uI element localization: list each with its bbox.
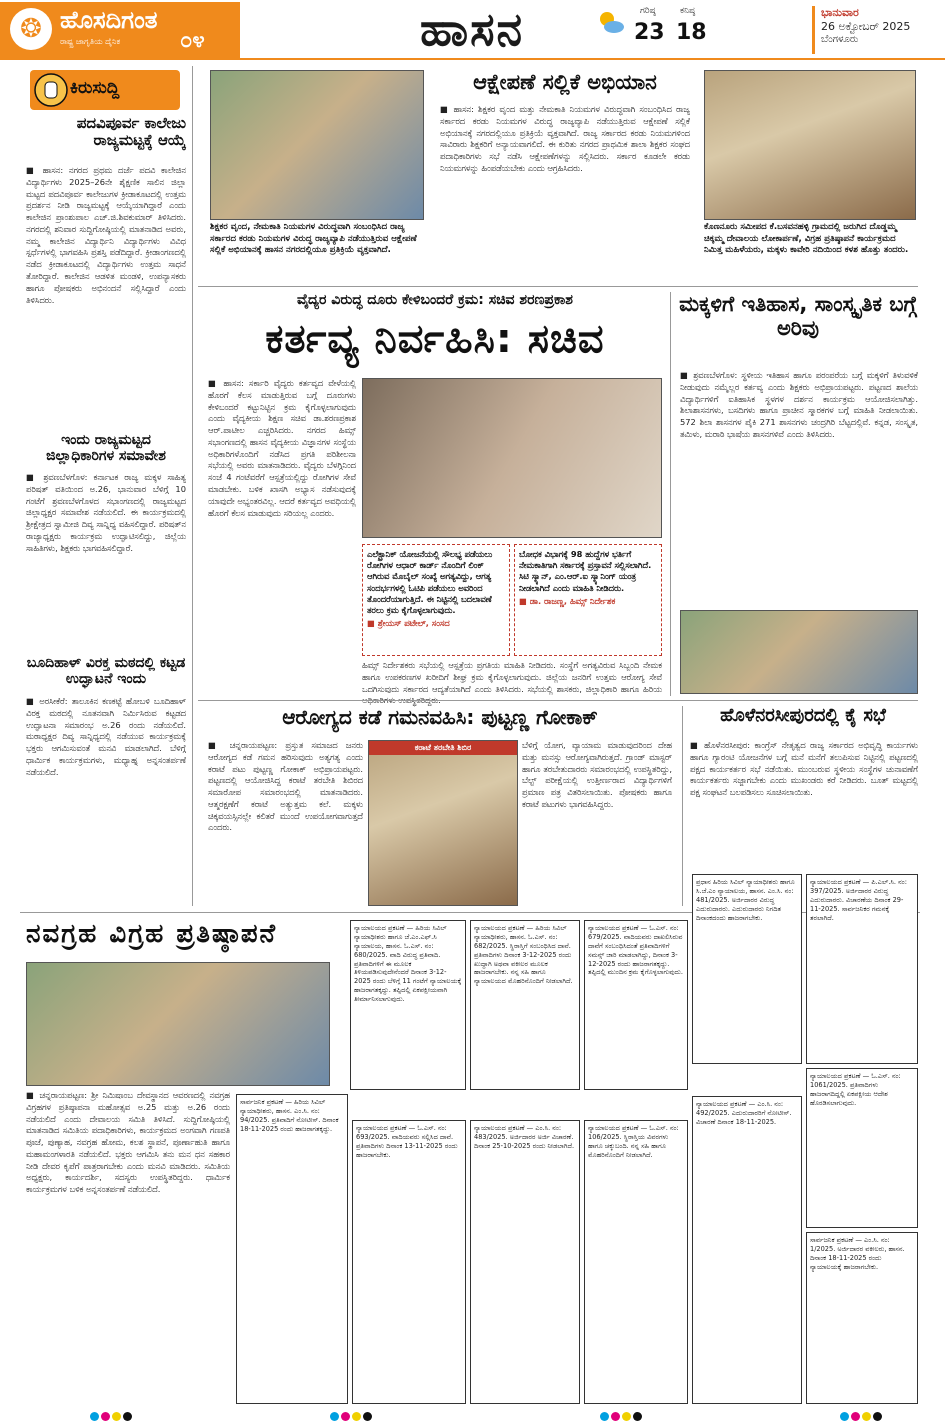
students-group-photo — [680, 610, 918, 694]
temp-high: 23 — [634, 20, 665, 45]
legal-notice: ನ್ಯಾಯಾಲಯದ ಪ್ರಕಟಣೆ — ಓ.ಎಸ್. ನಂ: 679/2025. ವಾದಿಯವರು ದಾಖಲಿಸಿರುವ ದಾವೆಗೆ ಸಂಬಂಧಿಸಿದಂತೆ ಪ್ರತಿವಾದಿಗಳಿಗೆ ಸಮನ್ಸ್ ಜಾರಿ ಮಾಡಲಾಗಿದ್ದು, ದಿನಾಂಕ 3-12-2025 ರಂದು ಹಾಜರಾಗತಕ್ಕದ್ದು. ತಪ್ಪಿದಲ್ಲಿ ಮುಂದಿನ ಕ್ರಮ ಕೈಗೊಳ್ಳಲಾಗುವುದು. — [584, 920, 688, 1090]
legal-notice: ನ್ಯಾಯಾಲಯದ ಪ್ರಕಟಣೆ — ಎಂ.ಸಿ. ನಂ: 492/2025. ಎದುರುದಾರರಿಗೆ ನೋಟೀಸ್. ವಿಚಾರಣೆ ದಿನಾಂಕ 18-11-2025. — [692, 1096, 802, 1404]
page-number: ೦೪ — [180, 28, 205, 53]
top-head-2: ಆಕ್ಷೇಪಣೆ ಸಲ್ಲಿಕೆ ಅಭಿಯಾನ — [473, 70, 657, 94]
color-dots — [600, 1406, 644, 1425]
holenarasipura-head: ಹೊಳೆನರಸೀಪುರದಲ್ಲಿ ಕೈ ಸಭೆ — [720, 705, 886, 726]
registration-dot — [112, 1412, 121, 1421]
top-caption-1: ಶಿಕ್ಷಕರ ವೃಂದ, ನೇಮಕಾತಿ ನಿಯಮಗಳ ವಿರುದ್ಧವಾಗಿ ಸಂಬಂಧಿಸಿದ ರಾಜ್ಯ ಸರ್ಕಾರದ ಕರಡು ನಿಯಮಗಳ ವಿರುದ್ಧ ರಾಜ್ಯವ್ಯಾಪಿ ನಡೆಯುತ್ತಿರುವ ಆಕ್ಷೇಪಣೆ ಸಲ್ಲಿಕೆ ಅಭಿಯಾನಕ್ಕೆ ಹಾಸನ ನಗರದಲ್ಲಿಯೂ ಪ್ರತಿಕ್ರಿಯೆ ವ್ಯಕ್ತವಾಗಿದೆ. — [210, 222, 417, 256]
legal-notice: ನ್ಯಾಯಾಲಯದ ಪ್ರಕಟಣೆ — ಪಿ.ಎಲ್.ಸಿ. ನಂ: 397/2025. ಅರ್ಜಿದಾರರ ವಿರುದ್ಧ ಎದುರುದಾರರು. ವಿಚಾರಣೆಯ ದಿನಾಂಕ 29-11-2025. ಸಾರ್ವಜನಿಕರ ಗಮನಕ್ಕೆ ತರಲಾಗಿದೆ. — [806, 874, 918, 1064]
partly-cloudy-icon — [596, 8, 626, 38]
lead-body-2: ಹಿಮ್ಸ್ ನಿರ್ದೇಶಕರು ಸಭೆಯಲ್ಲಿ ಆಸ್ಪತ್ರೆಯ ಪ್ರಗತಿಯ ಮಾಹಿತಿ ನೀಡಿದರು. ಸಂಸ್ಥೆಗೆ ಅಗತ್ಯವಿರುವ ಸಿಬ್ಬಂದಿ ನೇಮಕ ಹಾಗೂ ಉಪಕರಣಗಳ ಖರೀದಿಗೆ ಶೀಘ್ರ ಕ್ರಮ ಕೈಗೊಳ್ಳಲಾಗುವುದು. ಜಿಲ್ಲೆಯ ಜನರಿಗೆ ಉತ್ತಮ ಆರೋಗ್ಯ ಸೇವೆ ಒದಗಿಸುವುದು ಸರ್ಕಾರದ ಆದ್ಯತೆಯಾಗಿದೆ ಎಂದು ತಿಳಿಸಿದರು. ಸಭೆಯಲ್ಲಿ ಶಾಸಕರು, ಜಿಲ್ಲಾಧಿಕಾರಿ ಹಾಗೂ ಹಿರಿಯ — [362, 660, 662, 694]
lamp-logo-icon: ❂ — [10, 8, 52, 50]
logo-tagline: ರಾಷ್ಟ್ರ ಜಾಗೃತಿಯ ದೈನಿಕ — [60, 37, 121, 46]
registration-dot — [101, 1412, 110, 1421]
color-dots — [330, 1406, 374, 1425]
legal-notice: ನ್ಯಾಯಾಲಯದ ಪ್ರಕಟಣೆ — ಓ.ಎಸ್. ನಂ: 1061/2025. ಪ್ರತಿವಾದಿಗಳು ಹಾಜರಾಗದಿದ್ದಲ್ಲಿ ಏಕಪಕ್ಷೀಯ ಆದೇಶ ಹೊರಡಿಸಲಾಗುವುದು. — [806, 1068, 918, 1228]
hand-icon — [34, 73, 68, 107]
temp-low-label: ಕನಿಷ್ಠ — [680, 6, 696, 16]
quote-box-1: ಎಲೆಕ್ಟ್ರಾನಿಕ್ ಯೋಜನೆಯಲ್ಲಿ ಸೌಲಭ್ಯ ಪಡೆಯಲು ರೋಗಿಗಳ ಆಧಾರ್ ಕಾರ್ಡ್ ನೊಂದಿಗೆ ಲಿಂಕ್ ಆಗಿರುವ ಮೊಬೈಲ್ ಸಂಖ್ಯೆ ಅಗತ್ಯವಿದ್ದು, ಆಗತ್ಯ ಸಂದರ್ಭಗಳಲ್ಲಿ ಓಟಿಪಿ ಪಡೆಯಲು ಅವರಿಂದ ತೊಂದರೆಯಾಗುತ್ತಿದೆ. ಈ ನಿಟ್ಟಿನಲ್ಲಿ ಬದಲಾವಣೆ ತರಲು ಕ್ರಮ ಕೈಗೊಳ್ಳಲಾಗುವುದು. ■ ಶ್ರೇಯಸ್ ಪಟೇಲ್, ಸಂಸದ — [362, 544, 510, 656]
teachers-protest-photo — [210, 70, 424, 220]
left-body-1: ■ ಹಾಸನ: ನಗರದ ಪ್ರಥಮ ದರ್ಜೆ ಪದವಿ ಕಾಲೇಜಿನ ವಿದ್ಯಾರ್ಥಿಗಳು 2025–26ನೇ ಶೈಕ್ಷಣಿಕ ಸಾಲಿನ ಜಿಲ್ಲಾ ಮಟ್ಟದ ಪದವಿಪೂರ್ವ ಕಾಲೇಜುಗಳ ಕ್ರೀಡಾಕೂಟದಲ್ಲಿ ಉತ್ತಮ ಪ್ರದರ್ಶನ ನೀಡಿ ರಾಜ್ಯಮಟ್ಟಕ್ಕೆ ಆಯ್ಕೆಯಾಗಿದ್ದಾರೆ ಎಂದು ಕಾಲೇಜಿನ ಪ್ರಾಂಶುಪಾಲ ಎಚ್.ಜಿ.ಶಿವಕುಮಾರ್ ತಿಳಿಸಿದರು. ನಗರದಲ್ಲಿ ಶನಿವಾರ ಸುದ್ದಿಗೋಷ್ಠಿಯಲ್ಲಿ ಮಾತನಾಡಿದ ಅವರು, ನಮ್ಮ ಕಾಲೇಜಿನ ವಿದ್ಯಾರ್ಥಿನಿ ವಿದ್ಯಾರ್ಥಿಗಳು ವಿವಿಧ ಸ್ಪರ್ಧೆಗಳಲ್ಲಿ ಭಾಗವಹಿಸಿ ಪ್ರಶಸ್ತಿ ಪಡೆದಿದ್ದಾರೆ. ಕ್ರೀಡಾಂಗಣದಲ್ಲಿ ನಡೆದ ಕ್ರೀಡಾಕೂಟದಲ್ಲಿ ವಿದ್ಯಾರ್ಥಿಗಳು ಉತ್ತಮ ಸಾಧನೆ ತೋರಿದ್ದಾರೆ. ಕಾಲೇಜಿನ ಆಡಳಿತ ಮಂಡಳಿ, ಉಪನ್ಯಾಸಕರು ಹಾಗೂ ಪೋಷಕರು ಅಭಿನಂದನೆ ಸಲ್ಲಿಸಿದ್ದಾರೆ ಎಂದು ತಿಳಿಸಿದರು. — [26, 165, 186, 305]
legal-notice: ನ್ಯಾಯಾಲಯದ ಪ್ರಕಟಣೆ — ಓ.ಎಸ್. ನಂ: 106/2025. ಸ್ಥಿರಾಸ್ತಿಯ ವಿವರಗಳು ಹಾಗೂ ಚಕ್ಕುಬಂದಿ. ನನ್ನ ಸಹಿ ಹಾಗೂ ಮೊಹರಿನೊಂದಿಗೆ ನೀಡಲಾಗಿದೆ. — [584, 1120, 688, 1404]
row-rule — [198, 286, 918, 287]
day: ಭಾನುವಾರ — [821, 6, 859, 19]
legal-notice: ನ್ಯಾಯಾಲಯದ ಪ್ರಕಟಣೆ — ಹಿರಿಯ ಸಿವಿಲ್ ನ್ಯಾಯಾಧೀಶರು ಹಾಗೂ ಜೆ.ಎಂ.ಎಫ್.ಸಿ ನ್ಯಾಯಾಲಯ, ಹಾಸನ. ಓ.ಎಸ್. ನಂ: 680/2025. ವಾದಿ ವಿರುದ್ಧ ಪ್ರತಿವಾದಿ. ಪ್ರತಿವಾದಿಗಳಿಗೆ ಈ ಮೂಲಕ ತಿಳಿಯಪಡಿಸುವುದೇನೆಂದರೆ ದಿನಾಂಕ 3-12-2025 ರಂದು ಬೆಳಿಗ್ಗೆ 11 ಗಂಟೆಗೆ ನ್ಯಾಯಾಲಯಕ್ಕೆ ಹಾಜರಾಗತಕ್ಕದ್ದು. ತಪ್ಪಿದಲ್ಲಿ ಏಕಪಕ್ಷೀಯವಾಗಿ ತೀರ್ಮಾನಿಸಲಾಗುವುದು. — [350, 920, 466, 1090]
registration-dot — [123, 1412, 132, 1421]
legal-notice: ಸಾರ್ವಜನಿಕ ಪ್ರಕಟಣೆ — ಎಂ.ಸಿ. ನಂ: 1/2025. ಅರ್ಜಿದಾರರ ವಕೀಲರು, ಹಾಸನ. ದಿನಾಂಕ 18-11-2025 ರಂದು ನ್ಯಾಯಾಲಯಕ್ಕೆ ಹಾಜರಾಗಬೇಕು. — [806, 1232, 918, 1404]
registration-dot — [873, 1412, 882, 1421]
top-caption-3: ಕೊಣನೂರು ಸಮೀಪದ ಕೆ.ಬಸವನಹಳ್ಳಿ ಗ್ರಾಮದಲ್ಲಿ ಜರುಗಿದ ದೊಡ್ಡಮ್ಮ ಚಿಕ್ಕಮ್ಮ ದೇವಾಲಯ ಲೋಕಾರ್ಪಣೆ, ವಿಗ್ರಹ ಪ್ರತಿಷ್ಠಾಪನೆ ಕಾರ್ಯಕ್ರಮದ ನಿಮಿತ್ತ ಮಹಿಳೆಯರು, ಮಕ್ಕಳು ಕಾವೇರಿ ನದಿಯಿಂದ ಕಳಶ ಹೊತ್ತು ತಂದರು. — [704, 222, 909, 256]
left-head-1: ಪದವಿಪೂರ್ವ ಕಾಲೇಜು ರಾಜ್ಯಮಟ್ಟಕ್ಕೆ ಆಯ್ಕೆ — [76, 114, 186, 150]
navagraha-head: ನವಗ್ರಹ ವಿಗ್ರಹ ಪ್ರತಿಷ್ಠಾಪನೆ — [26, 919, 277, 949]
column-rule — [192, 66, 193, 906]
registration-dot — [633, 1412, 642, 1421]
color-dots — [90, 1406, 134, 1425]
committee-group-photo — [26, 962, 330, 1086]
left-body-2: ■ ಶ್ರವಣಬೆಳಗೊಳ: ಕರ್ನಾಟಕ ರಾಜ್ಯ ಮಕ್ಕಳ ಸಾಹಿತ್ಯ ಪರಿಷತ್ ವತಿಯಿಂದ ಅ.26, ಭಾನುವಾರ ಬೆಳಿಗ್ಗೆ 10 ಗಂಟೆಗೆ ಶ್ರವಣಬೆಳಗೊಳದ ಸಭಾಂಗಣದಲ್ಲಿ ರಾಜ್ಯಮಟ್ಟದ ಜಿಲ್ಲಾಧ್ಯಕ್ಷರ ಸಮಾವೇಶ ನಡೆಯಲಿದೆ. ಈ ಕಾರ್ಯಕ್ರಮದಲ್ಲಿ ಶ್ರೀಕ್ಷೇತ್ರದ ಸ್ವಾಮೀಜಿ ದಿವ್ಯ ಸಾನ್ನಿಧ್ಯ ವಹಿಸಲಿದ್ದಾರೆ. ಪರಿಷತ್‌ನ ರಾಜ್ಯಾಧ್ಯಕ್ಷರು ಕಾರ್ಯಕ್ರಮ ಉದ್ಘಾಟಿಸಲಿದ್ದು, ಜಿಲ್ಲೆಯ ಸಾಹಿತಿಗಳು, ಶಿಕ್ಷಕರು ಭಾಗವಹಿಸಲಿದ್ದಾರೆ. — [26, 472, 186, 553]
legal-notice: ನ್ಯಾಯಾಲಯದ ಪ್ರಕಟಣೆ — ಎಂ.ಸಿ. ನಂ: 483/2025. ಅರ್ಜಿದಾರರ ಅರ್ಜಿ ವಿಚಾರಣೆ. ದಿನಾಂಕ 25-10-2025 ರಂದು ನೀಡಲಾಗಿದೆ. — [470, 1120, 580, 1404]
registration-dot — [600, 1412, 609, 1421]
column-rule — [670, 292, 671, 696]
holenarasipura-body: ■ ಹೊಳೆನರಸೀಪುರ: ಕಾಂಗ್ರೆಸ್ ನೇತೃತ್ವದ ರಾಜ್ಯ ಸರ್ಕಾರದ ಅಭಿವೃದ್ಧಿ ಕಾರ್ಯಗಳು ಹಾಗೂ ಗ್ಯಾರಂಟಿ ಯೋಜನೆಗಳ ಬಗ್ಗೆ ಮನೆ ಮನೆಗೆ ತಲುಪಿಸುವ ನಿಟ್ಟಿನಲ್ಲಿ ಪಟ್ಟಣದಲ್ಲಿ ಪಕ್ಷದ ಕಾರ್ಯಕರ್ತರ ಸಭೆ ನಡೆಯಿತು. ಮುಂಬರುವ ಸ್ಥಳೀಯ ಸಂಸ್ಥೆಗಳ ಚುನಾವಣೆಗೆ ಕಾರ್ಯಕರ್ತರು ಸಜ್ಜಾಗಬೇಕು ಎಂದು ಮುಖಂಡರು ಕರೆ ನೀಡಿದರು. ಬೂತ್ ಮಟ್ಟದಲ್ಲಿ ಪಕ್ಷ ಸಂಘಟನೆ ಬಲಪಡಿಸಲು ಸೂಚಿಸಲಾಯಿತು. — [690, 740, 918, 798]
newspaper-logo: ಹೊಸದಿಗಂತ — [60, 6, 158, 34]
left-head-2: ಇಂದು ರಾಜ್ಯಮಟ್ಟದ ಜಿಲ್ಲಾಧಿಕಾರಿಗಳ ಸಮಾವೇಶ — [46, 432, 166, 465]
registration-dot — [840, 1412, 849, 1421]
legal-notice: ನ್ಯಾಯಾಲಯದ ಪ್ರಕಟಣೆ — ಹಿರಿಯ ಸಿವಿಲ್ ನ್ಯಾಯಾಧೀಶರು, ಹಾಸನ. ಓ.ಎಸ್. ನಂ: 682/2025. ಸ್ಥಿರಾಸ್ತಿಗೆ ಸಂಬಂಧಿಸಿದ ದಾವೆ. ಪ್ರತಿವಾದಿಗಳು ದಿನಾಂಕ 3-12-2025 ರಂದು ಖುದ್ದಾಗಿ ಅಥವಾ ವಕೀಲರ ಮೂಲಕ ಹಾಜರಾಗಬೇಕು. ನನ್ನ ಸಹಿ ಹಾಗೂ ನ್ಯಾಯಾಲಯದ ಮೊಹರಿನೊಂದಿಗೆ ನೀಡಲಾಗಿದೆ. — [470, 920, 580, 1090]
temp-high-label: ಗರಿಷ್ಠ — [640, 6, 656, 16]
lead-kicker: ವೈದ್ಯರ ವಿರುದ್ಧ ದೂರು ಕೇಳಿಬಂದರೆ ಕ್ರಮ: ಸಚಿವ ಶರಣಪ್ರಕಾಶ — [297, 292, 573, 308]
kiru-label: ಕಿರುಸುದ್ದಿ — [70, 78, 120, 98]
color-dots — [840, 1406, 884, 1425]
temp-low: 18 — [676, 20, 707, 45]
legal-notice: ನ್ಯಾಯಾಲಯದ ಪ್ರಕಟಣೆ — ಓ.ಎಸ್. ನಂ: 693/2025. ವಾದಿಯವರು ಸಲ್ಲಿಸಿದ ದಾವೆ. ಪ್ರತಿವಾದಿಗಳು ದಿನಾಂಕ 13-11-2025 ರಂದು ಹಾಜರಾಗಬೇಕು. — [352, 1120, 466, 1404]
navagraha-body: ■ ಚನ್ನರಾಯಪಟ್ಟಣ: ಶ್ರೀ ನಿಮಿಷಾಂಬ ದೇವಸ್ಥಾನದ ಆವರಣದಲ್ಲಿ ನವಗ್ರಹ ವಿಗ್ರಹಗಳ ಪ್ರತಿಷ್ಠಾಪನಾ ಮಹೋತ್ಸವ ಅ.25 ಮತ್ತು ಅ.26 ರಂದು ನಡೆಯಲಿದೆ ಎಂದು ದೇವಾಲಯ ಸಮಿತಿ ತಿಳಿಸಿದೆ. ಸುದ್ದಿಗೋಷ್ಠಿಯಲ್ಲಿ ಮಾತನಾಡಿದ ಸಮಿತಿಯ ಪದಾಧಿಕಾರಿಗಳು, ಕಾರ್ಯಕ್ರಮದ ಅಂಗವಾಗಿ ಗಣಪತಿ ಪೂಜೆ, ಪುಣ್ಯಾಹ, ನವಗ್ರಹ ಹೋಮ, ಕಲಶ ಸ್ಥಾಪನೆ, ಪೂರ್ಣಾಹುತಿ ಹಾಗೂ ಮಹಾಮಂಗಳಾರತಿ ನಡೆಯಲಿದೆ. ಭಕ್ತರು ಆಗಮಿಸಿ ತನು ಮನ ಧನ ಸಹಕಾರ ನೀಡಿ ದೇವರ ಕೃಪೆಗೆ ಪಾತ್ರರಾಗಬೇಕು ಎಂದು ಮನವಿ ಮಾಡಿದರು. ಸಮಿತಿಯ ಅಧ್ಯಕ್ಷರು, ಕಾರ್ಯದರ್ಶಿ, ಸದಸ್ಯರು ಉಪಸ್ಥಿತರಿದ್ದರು. ಧಾರ್ಮಿಕ ಕಾರ್ಯಕ್ರಮಗಳ ಬಳಿಕ ಅನ್ನಸಂತರ್ಪಣೆ ನಡೆಯಲಿದೆ. — [26, 1090, 230, 1195]
registration-marks — [0, 1404, 945, 1418]
health-body-2: ಬೆಳಿಗ್ಗೆ ಯೋಗ, ವ್ಯಾಯಾಮ ಮಾಡುವುದರಿಂದ ದೇಹ ಮತ್ತು ಮನಸ್ಸು ಆರೋಗ್ಯವಾಗಿರುತ್ತದೆ. ಗ್ರಾಂಡ್ ಮಾಸ್ಟರ್ ಹಾಗೂ ತರಬೇತುದಾರರು ಸಮಾರಂಭದಲ್ಲಿ ಉಪಸ್ಥಿತರಿದ್ದು, ಬೆಲ್ಟ್ ಪರೀಕ್ಷೆಯಲ್ಲಿ ಉತ್ತೀರ್ಣರಾದ ವಿದ್ಯಾರ್ಥಿಗಳಿಗೆ ಪ್ರಮಾಣ ಪತ್ರ ವಿತರಿಸಲಾಯಿತು. ಪೋಷಕರು ಹಾಗೂ ಕರಾಟೆ ಪಟುಗಳು ಭಾಗವಹಿಸಿದ್ದರು. — [522, 740, 672, 809]
date: 26 ಅಕ್ಟೋಬರ್ 2025 — [821, 20, 911, 33]
registration-dot — [622, 1412, 631, 1421]
quote-box-2: ಬೋಧಕ ವಿಭಾಗಕ್ಕೆ 98 ಹುದ್ದೆಗಳ ಭರ್ತಿಗೆ ನೇಮಕಾತಿಗಾಗಿ ಸರ್ಕಾರಕ್ಕೆ ಪ್ರಸ್ತಾವನೆ ಸಲ್ಲಿಸಲಾಗಿದೆ. ಸಿಟಿ ಸ್ಕ್ಯಾನ್, ಎಂ.ಆರ್.ಐ ಸ್ಕ್ಯಾನಿಂಗ್ ಯಂತ್ರ ನೀಡಲಾಗಿದೆ ಎಂದು ಮಾಹಿತಿ ನೀಡಿದರು. ■ ಡಾ. ರಾಜಣ್ಣ, ಹಿಮ್ಸ್ ನಿರ್ದೇಶಕ — [514, 544, 662, 656]
top-body-2: ■ ಹಾಸನ: ಶಿಕ್ಷಕರ ವೃಂದ ಮತ್ತು ನೇಮಕಾತಿ ನಿಯಮಗಳ ವಿರುದ್ಧವಾಗಿ ಸಂಬಂಧಿಸಿದ ರಾಜ್ಯ ಸರ್ಕಾರದ ಕರಡು ನಿಯಮಗಳ ವಿರುದ್ಧ ರಾಜ್ಯವ್ಯಾಪಿ ನಡೆಯುತ್ತಿರುವ ಆಕ್ಷೇಪಣೆ ಸಲ್ಲಿಕೆ ಅಭಿಯಾನಕ್ಕೆ ನಗರದಲ್ಲಿಯೂ ಪ್ರತಿಕ್ರಿಯೆ ವ್ಯಕ್ತವಾಗಿದೆ. ರಾಜ್ಯ ಸರ್ಕಾರದ ಕರಡು ನಿಯಮಗಳಿಂದ ಸಾವಿರಾರು ಶಿಕ್ಷಕರಿಗೆ ಅನ್ಯಾಯವಾಗಲಿದೆ. ಈ ಕುರಿತು ನಗರದ ಪ್ರಾಥಮಿಕ ಶಾಲಾ ಶಿಕ್ಷಕರ ಸಂಘದ ಪದಾಧಿಕಾರಿಗಳು ಸಭೆ ನಡೆಸಿ ಆಕ್ಷೇಪಣೆಗಳನ್ನು ಸಲ್ಲಿಸಿದರು. ಸರ್ಕಾರ ಕೂಡಲೇ ಕರಡು ನಿಯಮಗಳನ್ನು ಹಿಂಪಡೆಯಬೇಕು ಎಂದು ಆಗ್ರಹಿಸಿದರು. — [440, 104, 690, 173]
history-body: ■ ಶ್ರವಣಬೆಳಗೊಳ: ಸ್ಥಳೀಯ ಇತಿಹಾಸ ಹಾಗೂ ಪರಂಪರೆಯ ಬಗ್ಗೆ ಮಕ್ಕಳಿಗೆ ತಿಳುವಳಿಕೆ ನೀಡುವುದು ನಮ್ಮೆಲ್ಲರ ಕರ್ತವ್ಯ ಎಂದು ಶಿಕ್ಷಕರು ಅಭಿಪ್ರಾಯಪಟ್ಟರು. ಪಟ್ಟಣದ ಶಾಲೆಯ ವಿದ್ಯಾರ್ಥಿಗಳಿಗೆ ಐತಿಹಾಸಿಕ ಸ್ಥಳಗಳ ದರ್ಶನ ಕಾರ್ಯಕ್ರಮ ಆಯೋಜಿಸಲಾಗಿತ್ತು. ಶಿಲಾಶಾಸನಗಳು, ಬಸದಿಗಳು ಹಾಗೂ ಪ್ರಾಚೀನ ಸ್ಮಾರಕಗಳ ಬಗ್ಗೆ ಮಾಹಿತಿ ನೀಡಲಾಯಿತು. 572 ಶಿಲಾ ಶಾಸನಗಳ ಪೈಕಿ 271 ಶಾಸನಗಳು ಚಂದ್ರಗಿರಿ ಬೆಟ್ಟದಲ್ಲಿವೆ. ಕನ್ನಡ, ಸಂಸ್ಕೃತ, ತಮಿಳು, ಮರಾಠಿ ಭಾಷೆಯ ಶಾಸನಗಳಿವೆ ಎಂದು ತಿಳಿಸಿದರು. — [680, 370, 918, 439]
city-title: ಹಾಸನ — [420, 2, 525, 56]
column-rule — [682, 706, 683, 906]
place: ಬೆಂಗಳೂರು — [821, 34, 859, 45]
left-body-3: ■ ಅರಸೀಕೆರೆ: ತಾಲೂಕಿನ ಕಣಕಟ್ಟೆ ಹೋಬಳಿ ಬೂದಿಹಾಳ್ ವಿರಕ್ತ ಮಠದಲ್ಲಿ ನೂತನವಾಗಿ ನಿರ್ಮಿಸಿರುವ ಕಟ್ಟಡದ ಉದ್ಘಾಟನಾ ಸಮಾರಂಭ ಅ.26 ರಂದು ನಡೆಯಲಿದೆ. ಮಠಾಧ್ಯಕ್ಷರ ದಿವ್ಯ ಸಾನ್ನಿಧ್ಯದಲ್ಲಿ ನಡೆಯುವ ಕಾರ್ಯಕ್ರಮಕ್ಕೆ ಭಕ್ತರು ಆಗಮಿಸುವಂತೆ ಮನವಿ ಮಾಡಲಾಗಿದೆ. ಬೆಳಿಗ್ಗೆ ಧಾರ್ಮಿಕ ಕಾರ್ಯಕ್ರಮಗಳು, ಮಧ್ಯಾಹ್ನ ಅನ್ನಸಂತರ್ಪಣೆ ನಡೆಯಲಿದೆ. — [26, 696, 186, 777]
registration-dot — [851, 1412, 860, 1421]
minister-meeting-photo — [362, 378, 662, 538]
health-head: ಆರೋಗ್ಯದ ಕಡೆ ಗಮನವಹಿಸಿ: ಪುಟ್ಟಣ್ಣ ಗೋಕಾಕ್ — [282, 705, 598, 729]
registration-dot — [363, 1412, 372, 1421]
registration-dot — [352, 1412, 361, 1421]
registration-dot — [341, 1412, 350, 1421]
dateline — [812, 6, 942, 54]
temple-procession-photo — [704, 70, 916, 220]
registration-dot — [330, 1412, 339, 1421]
left-head-3: ಬೂದಿಹಾಳ್ ವಿರಕ್ತ ಮಠದಲ್ಲಿ ಕಟ್ಟಡ ಉದ್ಘಾಟನೆ ಇಂದು — [26, 655, 186, 688]
registration-dot — [862, 1412, 871, 1421]
history-head: ಮಕ್ಕಳಿಗೆ ಇತಿಹಾಸ, ಸಾಂಸ್ಕೃತಿಕ ಬಗ್ಗೆ ಅರಿವು — [679, 292, 917, 341]
row-rule — [198, 700, 918, 701]
legal-notice: ಪ್ರಧಾನ ಹಿರಿಯ ಸಿವಿಲ್ ನ್ಯಾಯಾಧೀಶರು ಹಾಗೂ ಸಿ.ಜೆ.ಎಂ ನ್ಯಾಯಾಲಯ, ಹಾಸನ. ಎಂ.ಸಿ. ನಂ: 481/2025. ಅರ್ಜಿದಾರರ ವಿರುದ್ಧ ಎದುರುದಾರರು. ಎದುರುದಾರರು ನಿಗದಿತ ದಿನಾಂಕದಂದು ಹಾಜರಾಗಬೇಕು. — [692, 874, 802, 1064]
karate-event-photo — [368, 740, 518, 906]
photo-banner: ಕರಾಟೆ ತರಬೇತಿ ಶಿಬಿರ — [369, 741, 517, 755]
health-body-1: ■ ಚನ್ನರಾಯಪಟ್ಟಣ: ಪ್ರಸ್ತುತ ಸಮಾಜದ ಜನರು ಆರೋಗ್ಯದ ಕಡೆ ಗಮನ ಹರಿಸುವುದು ಅತ್ಯಗತ್ಯ ಎಂದು ಕರಾಟೆ ಪಟು ಪುಟ್ಟಣ್ಣ ಗೋಕಾಕ್ ಅಭಿಪ್ರಾಯಪಟ್ಟರು. ಪಟ್ಟಣದಲ್ಲಿ ಆಯೋಜಿಸಿದ್ದ ಕರಾಟೆ ತರಬೇತಿ ಶಿಬಿರದ ಸಮಾರೋಪ ಸಮಾರಂಭದಲ್ಲಿ ಮಾತನಾಡಿದರು. ಆತ್ಮರಕ್ಷಣೆಗೆ ಕರಾಟೆ ಅತ್ಯುತ್ತಮ ಕಲೆ. ಮಕ್ಕಳು ಚಿಕ್ಕವಯಸ್ಸಿನಲ್ಲೇ ಕಲಿತರೆ ಮುಂದೆ ಉಪಯೋಗವಾಗುತ್ತದೆ ಎಂದರು. — [208, 740, 363, 833]
legal-notice: ಸಾರ್ವಜನಿಕ ಪ್ರಕಟಣೆ — ಹಿರಿಯ ಸಿವಿಲ್ ನ್ಯಾಯಾಧೀಶರು, ಹಾಸನ. ಎಂ.ಸಿ. ನಂ: 94/2025. ಪ್ರತಿವಾದಿಗೆ ನೋಟೀಸ್. ದಿನಾಂಕ 18-11-2025 ರಂದು ಹಾಜರಾಗತಕ್ಕದ್ದು. — [236, 1094, 348, 1404]
registration-dot — [611, 1412, 620, 1421]
registration-dot — [90, 1412, 99, 1421]
lead-headline: ಕರ್ತವ್ಯ ನಿರ್ವಹಿಸಿ: ಸಚಿವ — [265, 316, 605, 362]
lead-body-1: ■ ಹಾಸನ: ಸರ್ಕಾರಿ ವೈದ್ಯರು ಕರ್ತವ್ಯದ ವೇಳೆಯಲ್ಲಿ ಹೊರಗೆ ಕೆಲಸ ಮಾಡುತ್ತಿರುವ ಬಗ್ಗೆ ದೂರುಗಳು ಕೇಳಿಬಂದರೆ ಕಟ್ಟುನಿಟ್ಟಿನ ಕ್ರಮ ಕೈಗೊಳ್ಳಲಾಗುವುದು ಎಂದು ವೈದ್ಯಕೀಯ ಶಿಕ್ಷಣ ಸಚಿವ ಡಾ.ಶರಣಪ್ರಕಾಶ ಆರ್.ಪಾಟೀಲ ಎಚ್ಚರಿಸಿದರು. ನಗರದ ಹಿಮ್ಸ್ ಸಭಾಂಗಣದಲ್ಲಿ ಹಾಸನ ವೈದ್ಯಕೀಯ ವಿಜ್ಞಾನಗಳ ಸಂಸ್ಥೆಯ ಅಧಿಕಾರಿಗಳೊಂದಿಗೆ ನಡೆಸಿದ ಪ್ರಗತಿ ಪರಿಶೀಲನಾ ಸಭೆಯಲ್ಲಿ ಅವರು ಮಾತನಾಡಿದರು. ವೈದ್ಯರು ಬೆಳಗ್ಗಿನಿಂದ ಸಂಜೆ 4 ಗಂಟೆವರೆಗೆ ಆಸ್ಪತ್ರೆಯಲ್ಲಿದ್ದು ರೋಗಿಗಳ ಸೇವೆ ಮಾಡಬೇಕು. ಬಳಿಕ ಖಾಸಗಿ ಅಭ್ಯಾಸ ನಡೆಸುವುದಕ್ಕೆ ಯಾವುದೇ ಅಭ್ಯಂತರವಿಲ್ಲ. ಆದರೆ ಕರ್ತವ್ಯದ ಅವಧಿಯಲ್ಲಿ ಹೊರಗೆ ಕೆಲಸ ಮಾಡುವುದು ಸರಿಯಲ್ಲ ಎಂದರು. — [208, 378, 356, 518]
